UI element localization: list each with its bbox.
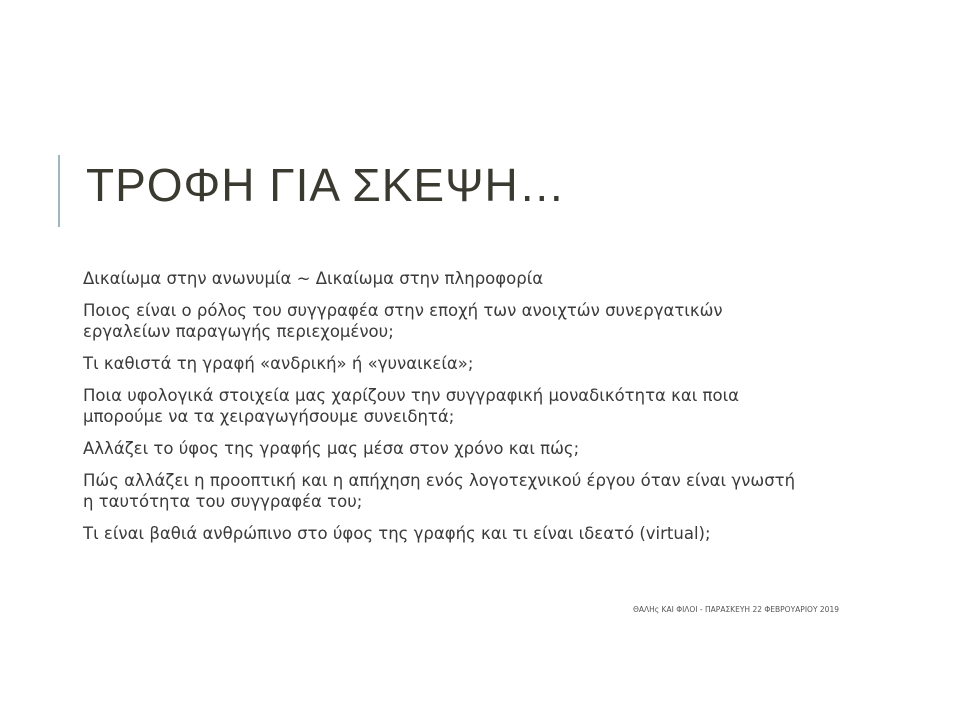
bullet-item: Τι καθιστά τη γραφή «ανδρική» ή «γυναικεία»; xyxy=(83,354,474,373)
bullet-item: Δικαίωμα στην ανωνυμία ~ Δικαίωμα στην πληροφορία xyxy=(83,269,544,288)
bullet-item: Πώς αλλάζει η προοπτική και η απήχηση ενός λογοτεχνικού έργου όταν είναι γνωστή η ταυτότητα του συγγραφέα του; xyxy=(83,471,796,511)
slide-title: ΤΡΟΦΗ ΓΙΑ ΣΚΕΨΗ… xyxy=(86,159,566,211)
bullet-item: Αλλάζει το ύφος της γραφής μας μέσα στον χρόνο και πώς; xyxy=(83,439,580,458)
bullet-list xyxy=(83,268,803,555)
bullet-item: Τι είναι βαθιά ανθρώπινο στο ύφος της γραφής και τι είναι ιδεατό (virtual); xyxy=(83,524,711,543)
slide-footer: ΘΑΛΗς ΚΑΙ ΦΙΛΟΙ - ΠΑΡΑΣΚΕΥΗ 22 ΦΕΒΡΟΥΑΡΙΟΥ 2019 xyxy=(632,605,839,614)
bullet-item: Ποιος είναι ο ρόλος του συγγραφέα στην εποχή των ανοιχτών συνεργατικών εργαλείων παραγωγής περιεχομένου; xyxy=(83,301,723,341)
bullet-item: Ποια υφολογικά στοιχεία μας χαρίζουν την συγγραφική μοναδικότητα και ποια μπορούμε να τα χειραγωγήσουμε συνειδητά; xyxy=(83,386,740,426)
title-accent-bar xyxy=(58,155,60,227)
